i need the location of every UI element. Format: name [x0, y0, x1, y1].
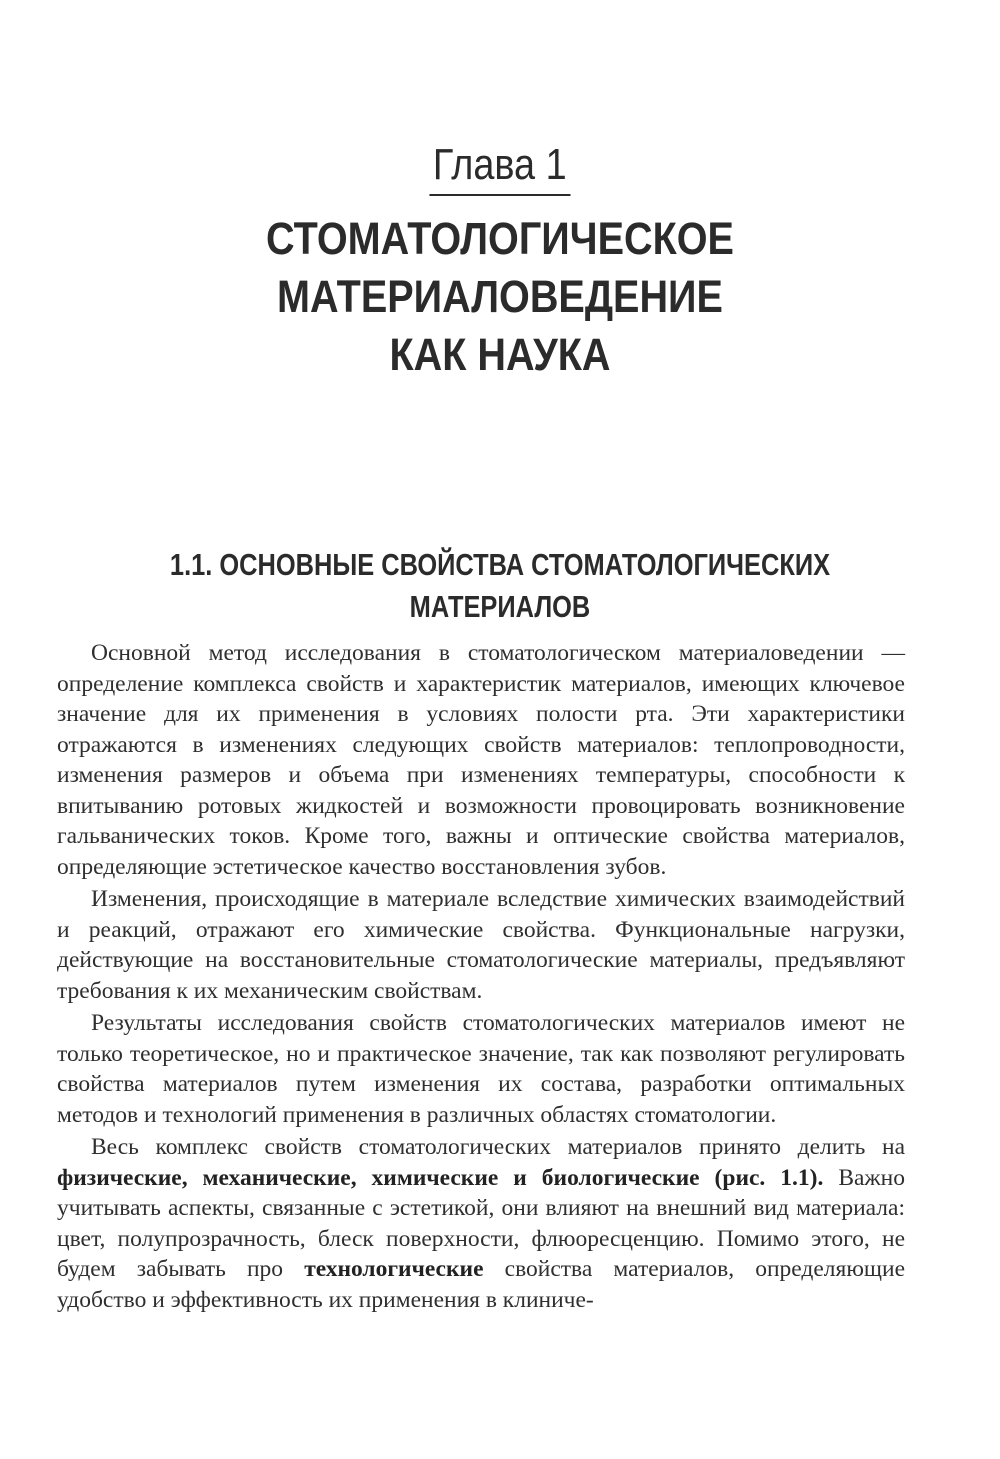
chapter-label-text: Глава 1 [430, 140, 571, 196]
paragraph-2: Изменения, происходящие в материале вследствие химических взаимодействий и реакций, отражают его химические свойства. Функциональные нагрузки, действующие на восстановительные стоматологические материалы, предъявляют требования к их механическим свойствам. [57, 886, 905, 1004]
property-types-bold: физические, механические, химические и биологические (рис. 1.1). [57, 1164, 824, 1191]
section-title-line: 1.1. ОСНОВНЫЕ СВОЙСТВА СТОМАТОЛОГИЧЕСКИХ [169, 547, 831, 582]
paragraph-3: Результаты исследования свойств стоматологических материалов имеют не только теоретическое, но и практическое значение, так как позволяют регулировать свойства материалов путем изменения их состава, разработки оптимальных методов и технологий применения в различных областях стоматологии. [57, 1010, 905, 1128]
paragraph-1: Основной метод исследования в стоматологическом материаловедении — определение комплекса свойств и характеристик материалов, имеющих ключевое значение для их применения в условиях полости рта. Эти характеристики отражаются в изменениях следующих свойств материалов: теплопроводности, изменения размеров и объема при изменениях температуры, способности к впитыванию ротовых жидкостей и возможности провоцировать возникновение гальванических токов. Кроме того, важны и оптические свойства материалов, определяющие эстетическое качество восстановления зубов. [57, 640, 905, 880]
chapter-title-line: КАК НАУКА [389, 329, 611, 380]
chapter-title-line: МАТЕРИАЛОВЕДЕНИЕ [277, 271, 723, 322]
paragraph-4-text: Весь комплекс свойств стоматологических материалов принято делить на [91, 1134, 905, 1160]
chapter-title [0, 210, 1000, 384]
section-title [0, 544, 1000, 628]
section-title-line: МАТЕРИАЛОВ [409, 589, 591, 624]
technological-bold: технологические [304, 1256, 484, 1282]
chapter-title-line: СТОМАТОЛОГИЧЕСКОЕ [266, 213, 734, 264]
body-text [57, 638, 905, 1317]
paragraph-4-text: Важно учитывать аспекты, связанные с эстетикой, они влияют на внешний вид материала: цвет, полупрозрачность, блеск поверхности, флюоресценцию. Помимо этого, не будем забывать про [57, 1164, 905, 1282]
paragraph-4-text: свойства материалов, определяющие удобство и эффективность их применения в клиниче- [57, 1256, 905, 1313]
paragraph-4 [57, 1132, 905, 1315]
chapter-label [0, 140, 1000, 196]
